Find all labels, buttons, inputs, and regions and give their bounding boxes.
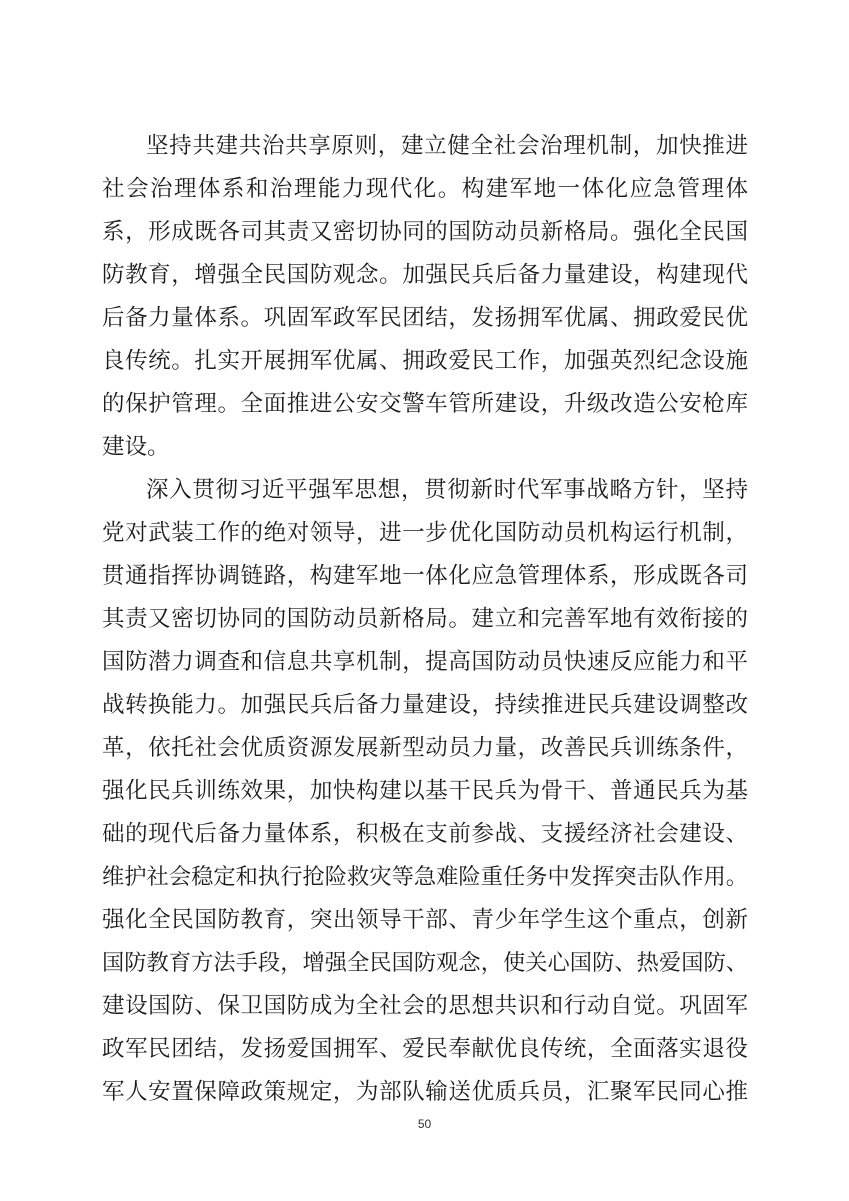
paragraph-line: 党对武装工作的绝对领导，进一步优化国防动员机构运行机制，: [102, 520, 748, 546]
paragraph-line: 建设。: [102, 434, 170, 460]
paragraph-line: 后备力量体系。巩固军政军民团结，发扬拥军优属、拥政爱民优: [102, 305, 748, 331]
paragraph-line: 政军民团结，发扬爱国拥军、爱民奉献优良传统，全面落实退役: [102, 1036, 748, 1062]
paragraph-line: 建设国防、保卫国防成为全社会的思想共识和行动自觉。巩固军: [102, 993, 748, 1019]
paragraph-line: 强化民兵训练效果，加快构建以基干民兵为骨干、普通民兵为基: [102, 778, 748, 804]
paragraph-line: 维护社会稳定和执行抢险救灾等急难险重任务中发挥突击队作用。: [102, 864, 748, 890]
paragraph-line: 深入贯彻习近平强军思想，贯彻新时代军事战略方针，坚持: [146, 477, 748, 503]
paragraph-line: 强化全民国防教育，突出领导干部、青少年学生这个重点，创新: [102, 907, 748, 933]
paragraph-line: 系，形成既各司其责又密切协同的国防动员新格局。强化全民国: [102, 219, 748, 245]
paragraph-line: 国防潜力调查和信息共享机制，提高国防动员快速反应能力和平: [102, 649, 748, 675]
paragraph-line: 革，依托社会优质资源发展新型动员力量，改善民兵训练条件，: [102, 735, 748, 761]
paragraph-line: 良传统。扎实开展拥军优属、拥政爱民工作，加强英烈纪念设施: [102, 348, 748, 374]
paragraph-line: 战转换能力。加强民兵后备力量建设，持续推进民兵建设调整改: [102, 692, 748, 718]
paragraph-line: 军人安置保障政策规定，为部队输送优质兵员，汇聚军民同心推: [102, 1079, 748, 1105]
paragraph-line: 坚持共建共治共享原则，建立健全社会治理机制，加快推进: [146, 133, 748, 159]
paragraph-line: 防教育，增强全民国防观念。加强民兵后备力量建设，构建现代: [102, 262, 748, 288]
paragraph-line: 国防教育方法手段，增强全民国防观念，使关心国防、热爱国防、: [102, 950, 748, 976]
paragraph-line: 其责又密切协同的国防动员新格局。建立和完善军地有效衔接的: [102, 606, 748, 632]
paragraph-line: 贯通指挥协调链路，构建军地一体化应急管理体系，形成既各司: [102, 563, 748, 589]
paragraph-line: 础的现代后备力量体系，积极在支前参战、支援经济社会建设、: [102, 821, 748, 847]
page-number: 50: [417, 1117, 432, 1131]
paragraph-line: 社会治理体系和治理能力现代化。构建军地一体化应急管理体: [102, 176, 748, 202]
paragraph-line: 的保护管理。全面推进公安交警车管所建设，升级改造公安枪库: [102, 391, 748, 417]
